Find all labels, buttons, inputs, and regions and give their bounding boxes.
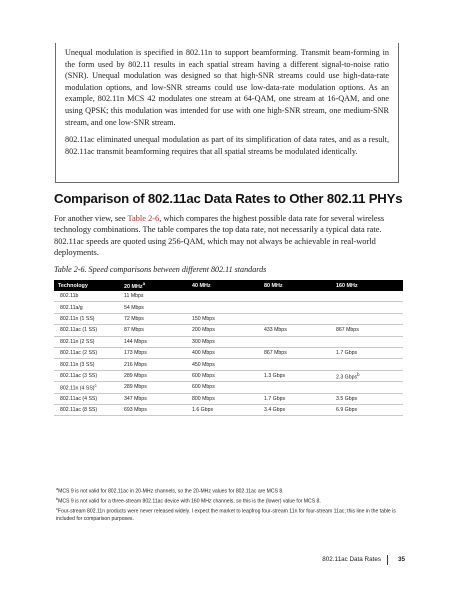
table-cell-rate	[332, 313, 403, 324]
table-cell-rate	[260, 291, 332, 302]
speed-comparison-table	[54, 280, 403, 416]
table-cell-rate	[120, 336, 188, 347]
table-header-row	[54, 280, 403, 291]
table-cell-technology	[54, 347, 120, 358]
table-cell-rate	[120, 325, 188, 336]
table-cell-text: 144 Mbps	[124, 338, 147, 345]
note-box	[55, 43, 399, 183]
page-footer	[0, 555, 457, 567]
table-footnote	[56, 506, 401, 524]
table-cell-rate	[120, 313, 188, 324]
table-cell-rate	[188, 370, 260, 381]
footnote-mark: c	[94, 382, 97, 388]
table-cell-text: 289 Mbps	[124, 372, 147, 379]
table-cell-rate	[188, 336, 260, 347]
intro-text-before: For another view, see	[54, 214, 128, 223]
table-cell-rate	[120, 370, 188, 381]
footer-running-title: 802.11ac Data Rates	[322, 556, 381, 563]
table-cell-text: 216 Mbps	[124, 361, 147, 368]
table-cell-text: 6.9 Gbps	[336, 407, 358, 414]
table-cell-rate	[120, 302, 188, 313]
column-header-20mhz-label: 20 MHz	[124, 283, 143, 290]
table-cell-rate	[260, 313, 332, 324]
footnote-mark: b	[357, 371, 360, 377]
table-cell-text: 3.5 Gbps	[336, 395, 358, 402]
table-cell-text: 802.11n (1 SS)	[60, 315, 95, 322]
table-cell-technology	[54, 291, 120, 302]
table-cell-text: 802.11ac (1 SS)	[60, 327, 98, 334]
table-reference-link[interactable]: Table 2-6	[127, 214, 160, 223]
table-cell-rate	[188, 393, 260, 404]
table-cell-rate	[188, 325, 260, 336]
table-row	[54, 347, 403, 358]
table-cell-text: 802.11ac (8 SS)	[60, 407, 98, 414]
table-cell-text: 1.3 Gbps	[264, 372, 286, 379]
table-cell-text: 867 Mbps	[336, 327, 359, 334]
table-cell-rate	[332, 359, 403, 370]
footnote-text: Four-stream 802.11n products were never released widely. I expect the market to leapfrog four-stream 11n for four-stream 11ac; this line in the table is included for comparison purposes.	[56, 508, 396, 523]
column-header-20mhz	[120, 280, 188, 291]
table-row	[54, 370, 403, 381]
table-cell-rate	[120, 382, 188, 393]
table-cell-rate	[188, 291, 260, 302]
table-cell-rate	[260, 336, 332, 347]
table-cell-text: 11 Mbps	[124, 293, 144, 300]
table-cell-rate	[260, 359, 332, 370]
column-header-technology: Technology	[54, 280, 120, 291]
table-cell-rate	[332, 325, 403, 336]
table-cell-text: 1.6 Gbps	[192, 407, 214, 414]
table-cell-rate	[120, 291, 188, 302]
table-cell-technology	[54, 382, 120, 393]
table-cell-text: 200 Mbps	[192, 327, 215, 334]
table-cell-text: 600 Mbps	[192, 372, 215, 379]
table-row	[54, 336, 403, 347]
table-cell-rate	[120, 347, 188, 358]
table-cell-text: 693 Mbps	[124, 407, 147, 414]
table-cell-text: 87 Mbps	[124, 327, 144, 334]
table-cell-technology	[54, 325, 120, 336]
table-cell-rate	[332, 291, 403, 302]
column-header-160mhz: 160 MHz	[332, 280, 403, 291]
table-cell-text: 867 Mbps	[264, 350, 287, 357]
table-cell-text: 802.11n (4 SS)	[60, 385, 95, 392]
column-header-40mhz: 40 MHz	[188, 280, 260, 291]
intro-text-after: , which compares the highest possible data rate for several wireless technology combinations. The table compares the top data rate, not necessarily a typical data rate. 802.11ac speeds are quoted using 256-QAM, which may not always be achievable in real-world deployments.	[54, 214, 385, 257]
table-cell-rate	[260, 302, 332, 313]
table-cell-text: 802.11n (3 SS)	[60, 361, 95, 368]
table-cell-text: 2.3 Gbps	[336, 374, 358, 381]
section-heading: Comparison of 802.11ac Data Rates to Other 802.11 PHYs	[54, 191, 403, 206]
table-cell-text: 150 Mbps	[192, 315, 215, 322]
table-row	[54, 302, 403, 313]
table-row	[54, 393, 403, 404]
table-footnote	[56, 496, 401, 506]
table-cell-rate	[120, 393, 188, 404]
footnote-text: MCS 9 is not valid for a three-stream 802.11ac device with 160 MHz channels, so this is the (lower) value for MCS 8.	[58, 498, 321, 505]
table-cell-rate	[332, 404, 403, 415]
footnote-mark-a: a	[142, 281, 146, 287]
page-number: 35	[398, 556, 406, 563]
table-cell-technology	[54, 359, 120, 370]
table-cell-text: 450 Mbps	[192, 361, 215, 368]
table-row	[54, 404, 403, 415]
table-cell-text: 1.7 Gbps	[336, 350, 358, 357]
footnote-mark: c	[56, 507, 58, 511]
table-cell-rate	[188, 404, 260, 415]
footnote-text: MCS 9 is not valid for 802.11ac in 20-MHz channels, so the 20-MHz values for 802.11ac are MCS 8.	[58, 488, 284, 495]
table-cell-technology	[54, 370, 120, 381]
table-cell-text: 802.11ac (2 SS)	[60, 350, 98, 357]
table-cell-rate	[120, 359, 188, 370]
table-cell-technology	[54, 393, 120, 404]
table-cell-rate	[260, 325, 332, 336]
table-row	[54, 382, 403, 393]
column-header-80mhz: 80 MHz	[260, 280, 332, 291]
table-cell-text: 300 Mbps	[192, 338, 215, 345]
table-cell-text: 400 Mbps	[192, 350, 215, 357]
table-cell-text: 600 Mbps	[192, 384, 215, 391]
footnote-mark: a	[56, 487, 59, 491]
table-cell-technology	[54, 302, 120, 313]
table-cell-text: 3.4 Gbps	[264, 407, 286, 414]
table-footnote	[56, 486, 401, 496]
table-cell-technology	[54, 336, 120, 347]
note-paragraph-1: Unequal modulation is specified in 802.11n to support beamforming. Transmit beam-forming in the form used by 802.11 results in each spatial stream having a different signal-to-noise ratio (SNR). Unequal modulation was designed so that high-SNR streams could use high-data-rate modulation options, and low-SNR streams could use low-data-rate modulation options. As an example, 802.11n MCS 42 modulates one stream at 64-QAM, one stream at 16-QAM, and one using QPSK; this modulation was intended for use with one high-SNR stream, one medium-SNR stream, and one low-SNR stream.	[65, 48, 389, 127]
table-cell-text: 1.7 Gbps	[264, 395, 286, 402]
table-cell-rate	[188, 302, 260, 313]
table-cell-rate	[260, 347, 332, 358]
table-caption: Table 2-6. Speed comparisons between different 802.11 standards	[54, 265, 267, 274]
table-cell-rate	[120, 404, 188, 415]
table-row	[54, 313, 403, 324]
table-row	[54, 291, 403, 302]
table-cell-technology	[54, 404, 120, 415]
table-cell-rate	[332, 347, 403, 358]
intro-paragraph	[54, 213, 404, 258]
note-paragraph-2: 802.11ac eliminated unequal modulation as part of its simplification of data rates, and as a result, 802.11ac transmit beamforming requires that all spatial streams be modulated identically.	[65, 135, 389, 156]
table-cell-rate	[188, 359, 260, 370]
table-cell-text: 802.11a/g	[60, 304, 83, 311]
table-cell-text: 802.11ac (4 SS)	[60, 395, 98, 402]
table-cell-text: 173 Mbps	[124, 350, 147, 357]
table-cell-text: 347 Mbps	[124, 395, 147, 402]
table-cell-rate	[332, 302, 403, 313]
table-cell-rate	[260, 404, 332, 415]
table-cell-text: 802.11n (2 SS)	[60, 338, 95, 345]
table-cell-text: 54 Mbps	[124, 304, 144, 311]
table-cell-text: 802.11b	[60, 293, 79, 300]
table-cell-rate	[332, 393, 403, 404]
table-cell-rate	[332, 382, 403, 393]
table-cell-technology	[54, 313, 120, 324]
table-cell-rate	[188, 347, 260, 358]
table-cell-rate	[332, 336, 403, 347]
table-cell-rate	[188, 313, 260, 324]
table-cell-rate	[332, 370, 403, 381]
table-cell-rate	[260, 382, 332, 393]
table-cell-text: 802.11ac (3 SS)	[60, 372, 98, 379]
table-cell-rate	[260, 370, 332, 381]
footnote-mark: b	[56, 497, 59, 501]
table-row	[54, 325, 403, 336]
table-cell-rate	[260, 393, 332, 404]
footer-divider	[387, 555, 388, 565]
table-row	[54, 359, 403, 370]
table-cell-text: 433 Mbps	[264, 327, 287, 334]
table-cell-text: 289 Mbps	[124, 384, 147, 391]
table-cell-text: 72 Mbps	[124, 315, 144, 322]
table-cell-text: 800 Mbps	[192, 395, 215, 402]
table-cell-rate	[188, 382, 260, 393]
